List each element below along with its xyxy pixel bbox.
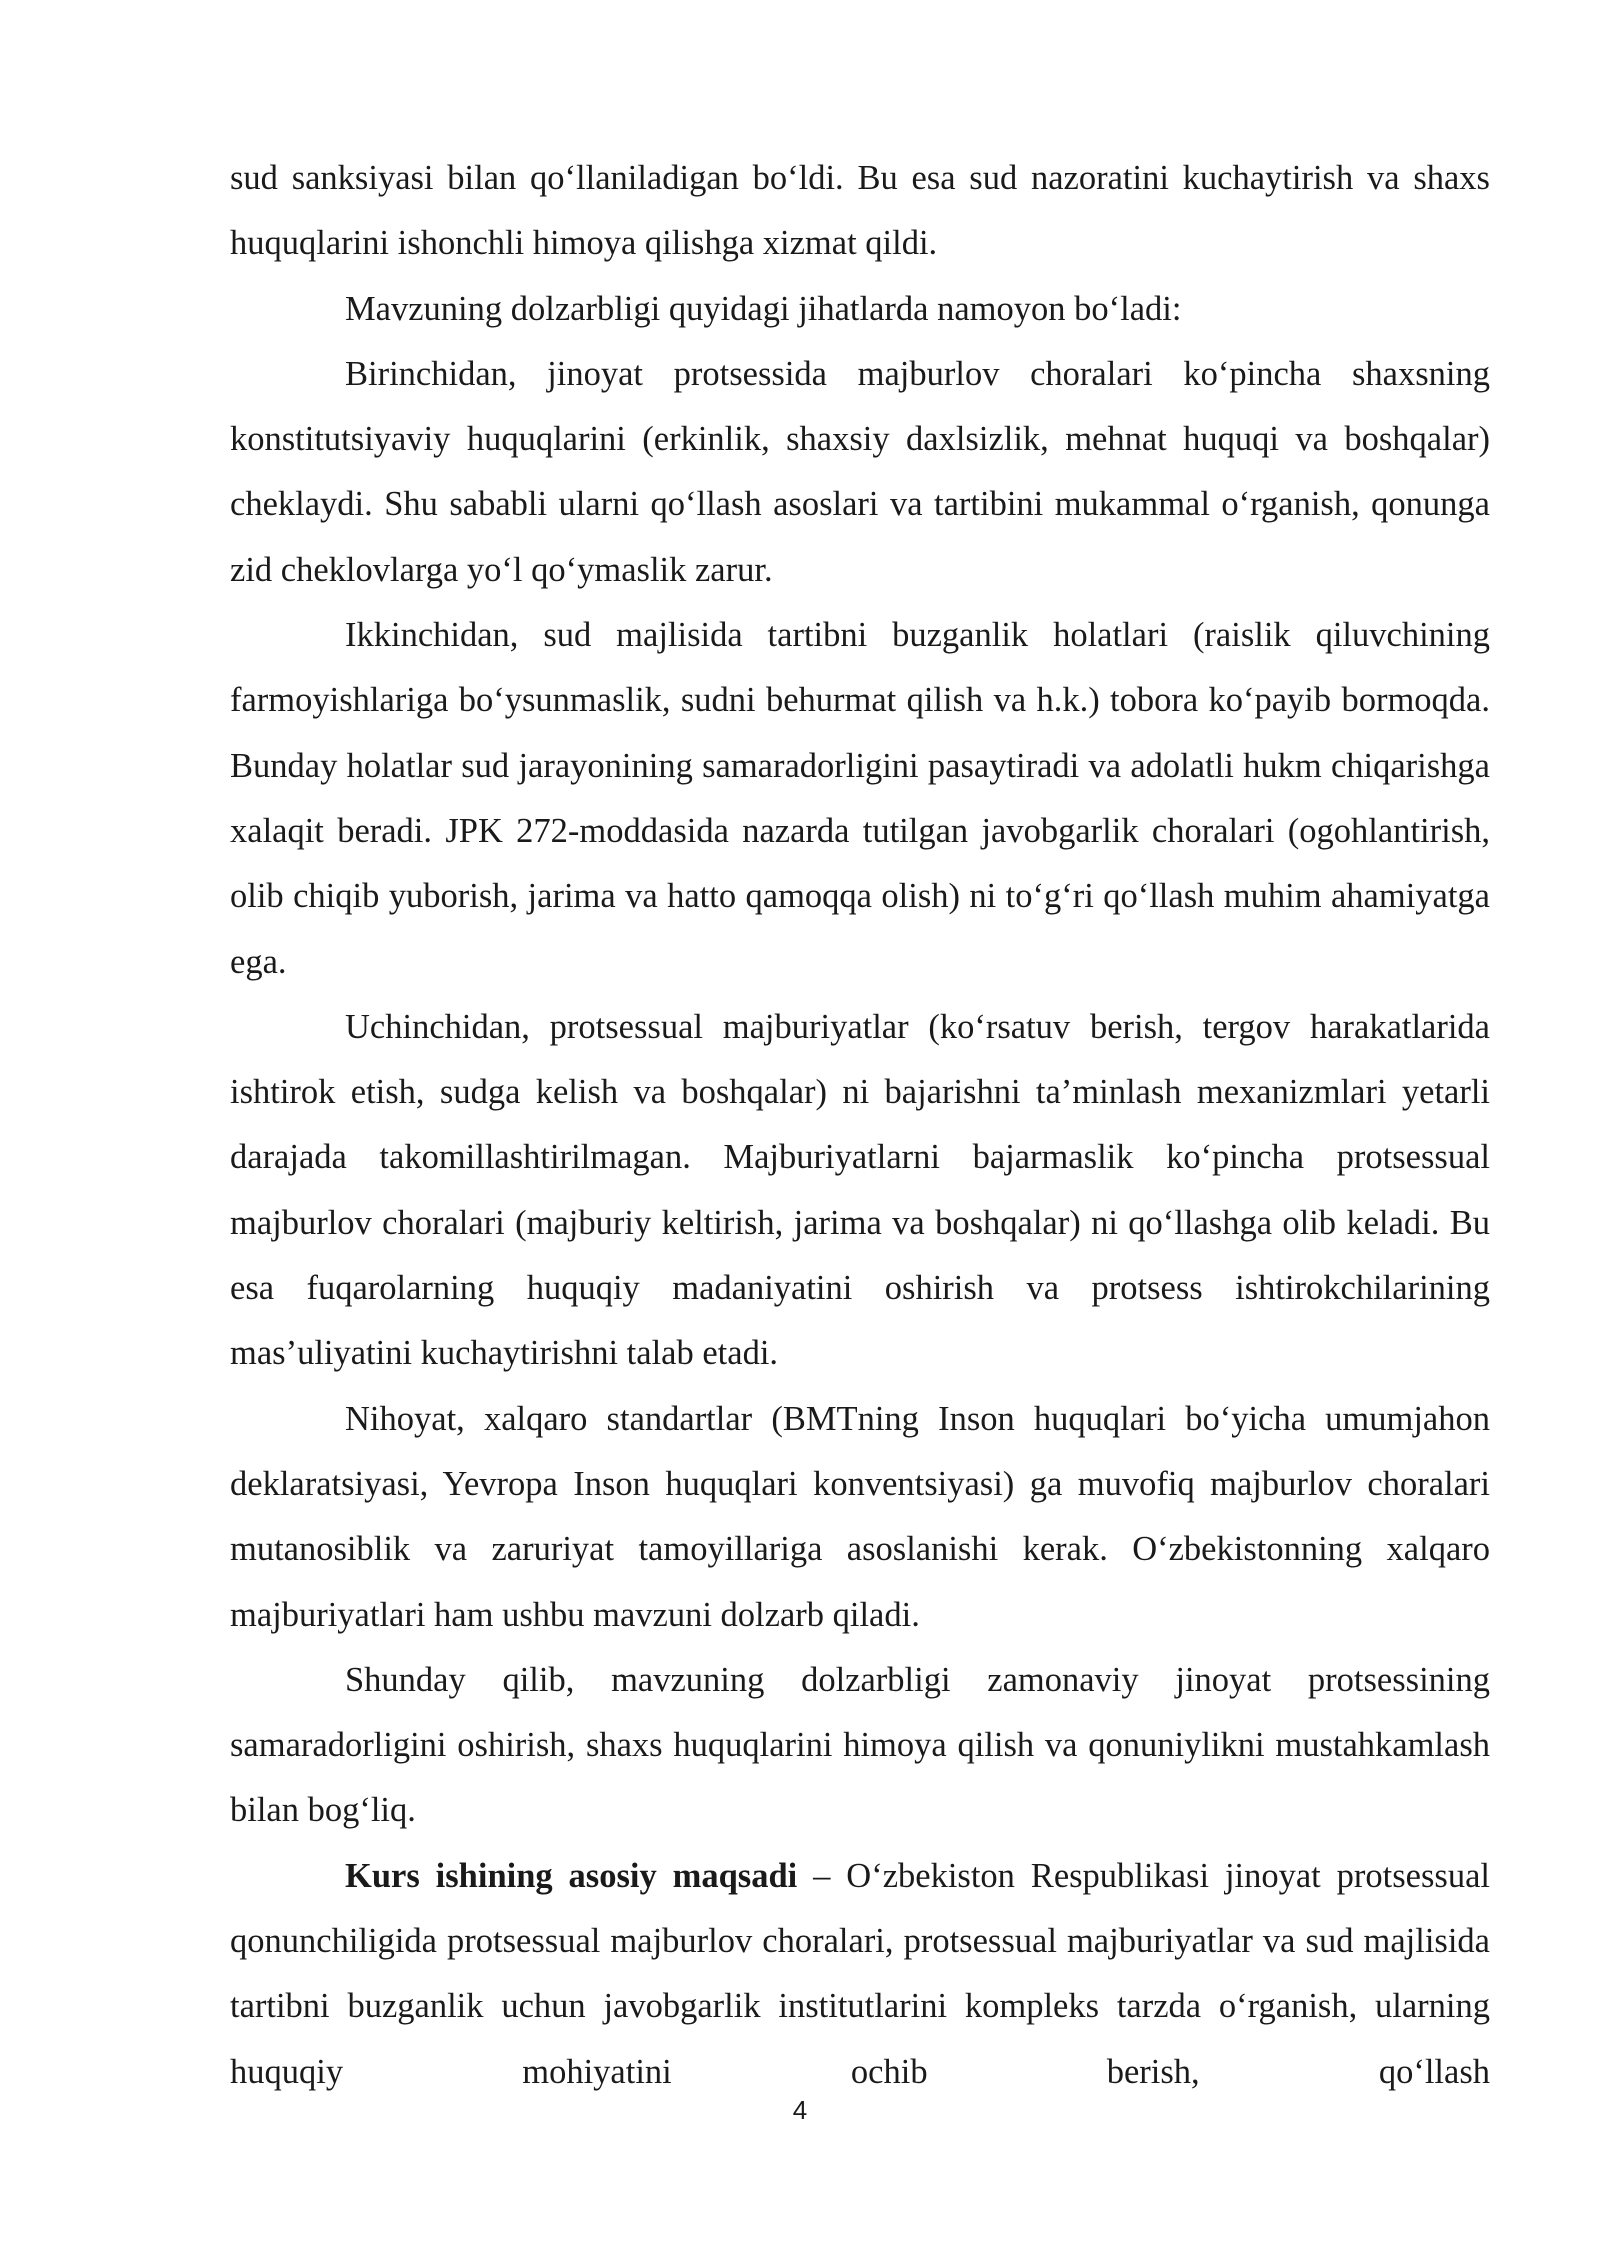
page-number: 4 — [792, 2095, 808, 2125]
paragraph-first-point: Birinchidan, jinoyat protsessida majburlov choralari ko‘pincha shaxsning konstitutsiyaviy huquqlarini (erkinlik, shaxsiy daxlsizlik, mehnat huquqi va boshqalar) cheklaydi. Shu sababli ularni qo‘llash asoslari va tartibini mukammal o‘rganish, qonunga zid cheklovlarga yo‘l qo‘ymaslik zarur. — [230, 354, 1490, 589]
course-goal-text: – O‘zbekiston Respublikasi jinoyat protsessual qonunchiligida protsessual majburlov choralari, protsessual majburiyatlar va sud majlisida tartibni buzganlik uchun javobgarlik institutlarini kompleks tarzda o‘rganish, ularning huquqiy mohiyatini ochib berish, qo‘llash — [230, 1856, 1490, 2091]
document-body — [230, 146, 1490, 2105]
paragraph-third-point: Uchinchidan, protsessual majburiyatlar (ko‘rsatuv berish, tergov harakatlarida ishtirok etish, sudga kelish va boshqalar) ni bajarishni ta’minlash mexanizmlari yetarli darajada takomillashtirilmagan. Majburiyatlarni bajarmaslik ko‘pincha protsessual majburlov choralari (majburiy keltirish, jarima va boshqalar) ni qo‘llashga olib keladi. Bu esa fuqarolarning huquqiy madaniyatini oshirish va protsess ishtirokchilarining mas’uliyatini kuchaytirishni talab etadi. — [230, 1007, 1490, 1373]
paragraph-finally-point: Nihoyat, xalqaro standartlar (BMTning Inson huquqlari bo‘yicha umumjahon deklaratsiyasi, Yevropa Inson huquqlari konventsiyasi) ga muvofiq majburlov choralari mutanosiblik va zaruriyat tamoyillariga asoslanishi kerak. O‘zbekistonning xalqaro majburiyatlari ham ushbu mavzuni dolzarb qiladi. — [230, 1399, 1490, 1634]
paragraph-second-point: Ikkinchidan, sud majlisida tartibni buzganlik holatlari (raislik qiluvchining farmoyishlariga bo‘ysunmaslik, sudni behurmat qilish va h.k.) tobora ko‘payib bormoqda. Bunday holatlar sud jarayonining samaradorligini pasaytiradi va adolatli hukm chiqarishga xalaqit beradi. JPK 272-moddasida nazarda tutilgan javobgarlik choralari (ogohlantirish, olib chiqib yuborish, jarima va hatto qamoqqa olish) ni to‘g‘ri qo‘llash muhim ahamiyatga ega. — [230, 616, 1490, 981]
paragraph-course-goal — [230, 1844, 1490, 2105]
paragraph-intro-continuation: sud sanksiyasi bilan qo‘llaniladigan bo‘ldi. Bu esa sud nazoratini kuchaytirish va shaxs huquqlarini ishonchli himoya qilishga xizmat qildi. — [230, 159, 1490, 263]
paragraph-conclusion: Shunday qilib, mavzuning dolzarbligi zamonaviy jinoyat protsessining samaradorligini oshirish, shaxs huquqlarini himoya qilish va qonuniylikni mustahkamlash bilan bog‘liq. — [230, 1660, 1490, 1830]
course-goal-lead: Kurs ishining asosiy maqsadi — [345, 1856, 798, 1895]
paragraph-relevance-heading: Mavzuning dolzarbligi quyidagi jihatlarda namoyon bo‘ladi: — [345, 289, 1182, 328]
